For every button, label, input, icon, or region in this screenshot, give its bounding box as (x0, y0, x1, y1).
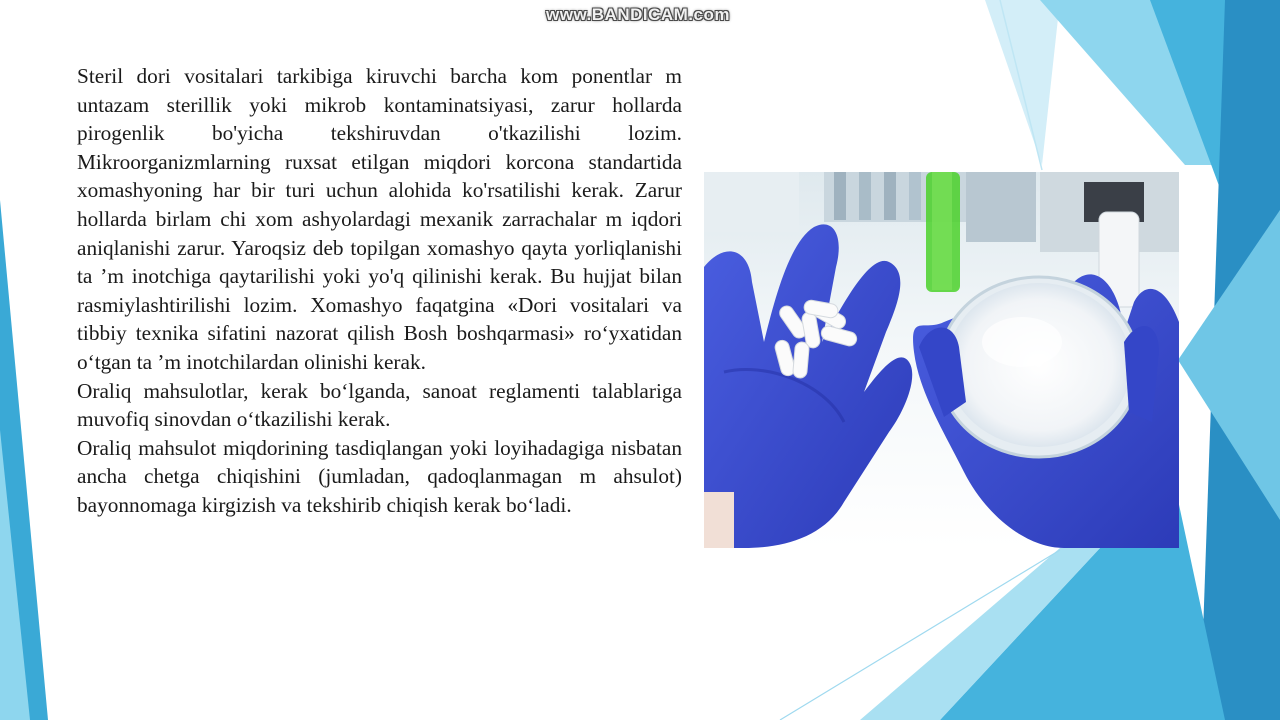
paragraph-intermediate-products: Oraliq mahsulotlar, kerak bo‘lganda, sanoat reglamenti talablariga muvofiq sinovdan o‘tkazilishi kerak. (77, 378, 682, 432)
paragraph-raw-materials: Steril dori vositalari tarkibiga kiruvchi barcha kom ponentlar m untazam sterillik yoki mikrob kontaminatsiyasi, zarur hollarda pirogenlik bo'yicha tekshiruvdan o'tkazilishi lozim. Mikroorganizmlarning ruxsat etilgan miqdori korcona standartida xomashyoning har bir turi uchun alohida ko'rsatilishi kerak. Zarur hollarda birlam chi xom ashyolardagi mexanik zarrachalar m iqdori aniqlanishi zarur. Yaroqsiz deb topilgan xomashyo qayta yorliqlanishi ta ’m inotchiga qaytarilishi yoki yo'q qilinishi kerak. Bu hujjat bilan rasmiylashtirilishi lozim. Xomashyo faqatgina «Dori vositalari va tibbiy texnika sifatini nazorat qilish Bosh boshqarmasi» ro‘yxatidan o‘tgan ta ’m inotchilardan olinishi kerak. (77, 64, 682, 374)
slide-text-body (77, 62, 682, 520)
right-pale-shape (985, 0, 1060, 165)
paragraph-deviation-report: Oraliq mahsulot miqdorining tasdiqlangan yoki loyihadagiga nisbatan ancha chetga chiqishini (jumladan, qadoqlanmagan m ahsulot) bayonnomaga kirgizish va tekshirib chiqish kerak bo‘ladi. (77, 435, 682, 517)
lab-gloves-photo (704, 172, 1179, 548)
bandicam-watermark: www.BANDICAM.com (546, 5, 730, 24)
